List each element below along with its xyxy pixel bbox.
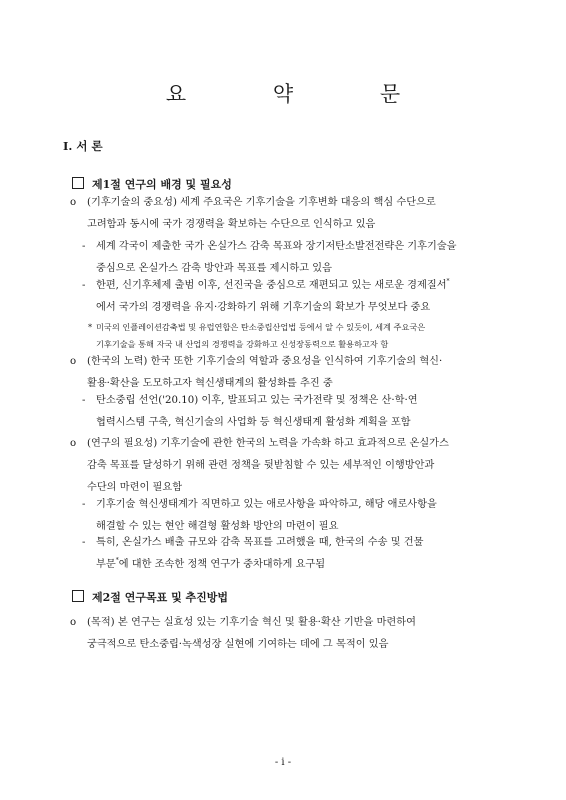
subsection-title-2: 제2절 연구목표 및 추진방법 [92,591,229,604]
note-line: 미국의 인플레이션감축법 및 유럽연합은 탄소중립산업법 등에서 알 수 있듯이, 세계 주요국은 [96,322,426,332]
bullet-dash: - [82,395,86,406]
bullet-circle: o [70,356,77,367]
note-line: 기후기술을 통해 자국 내 산업의 경쟁력을 강화하고 신성장동력으로 활용하고자 함 [96,339,389,349]
subpoint-new-economic-order [82,275,450,319]
paragraph-research-need [70,433,449,499]
text-line: 해결할 수 있는 현안 해결형 활성화 방안의 마련이 필요 [96,521,339,532]
text-line: 활용·확산을 도모하고자 혁신생태계의 활성화를 추진 중 [87,378,333,389]
section-heading: I. 서 론 [63,139,103,153]
bullet-dash: - [82,241,86,252]
text-line: 기후기술 혁신생태계가 직면하고 있는 애로사항을 파악하고, 해당 애로사항을 [96,499,437,510]
text-line: 고려함과 동시에 국가 경쟁력을 확보하는 수단으로 인식하고 있음 [87,219,376,230]
subpoint-transport-buildings [82,532,424,576]
text-line: 중심으로 온실가스 감축 방안과 목표를 제시하고 있음 [96,263,332,274]
text-fragment: 에 대한 조속한 정책 연구가 중차대하게 요구됨 [118,559,326,570]
footnote [88,319,426,353]
subpoint-carbon-neutral [82,390,418,434]
page-number: - i - [274,757,292,768]
bullet-dash: - [82,280,86,291]
subsection-title-1: 제1절 연구의 배경 및 필요성 [92,178,232,191]
paragraph-korea-efforts [70,351,443,395]
text-line: 에서 국가의 경쟁력을 유지·강화하기 위해 기후기술의 확보가 무엇보다 중요 [96,302,431,313]
bullet-circle: o [70,617,77,628]
footnote-marker: * [446,278,450,285]
page-title: 요 약 문 [165,82,441,106]
subpoint-national-targets [82,236,457,280]
text-line: 감축 목표를 달성하기 위해 관련 정책을 뒷받침할 수 있는 세부적인 이행방안과 [87,460,435,471]
bullet-dash: - [82,499,86,510]
text-line: 세계 각국이 제출한 국가 온실가스 감축 목표와 장기저탄소발전전략은 기후기술을 [96,241,457,252]
note-marker: * [88,322,93,332]
subsection-heading-1 [72,176,232,192]
checkbox-square-icon [72,177,84,189]
text-line: (기후기술의 중요성) 세계 주요국은 기후기술을 기후변화 대응의 핵심 수단으로 [87,197,436,208]
bullet-circle: o [70,438,77,449]
text-line: (한국의 노력) 한국 또한 기후기술의 역할과 중요성을 인식하여 기후기술의 혁신· [87,356,443,367]
text-line: 궁극적으로 탄소중립·녹색성장 실현에 기여하는 데에 그 목적이 있음 [87,639,389,650]
subsection-heading-2 [72,589,228,605]
paragraph-objective [70,612,416,656]
paragraph-importance [70,192,436,236]
text-line: 수단의 마련이 필요함 [87,482,183,493]
bullet-dash: - [82,537,86,548]
bullet-circle: o [70,197,77,208]
text-line: (목적) 본 연구는 실효성 있는 기후기술 혁신 및 활용·확산 기반을 마련하여 [87,617,416,628]
text-line: 한편, 신기후체제 출범 이후, 선진국을 중심으로 재편되고 있는 새로운 경제질서 [96,280,447,291]
text-fragment: 부문 [96,559,116,570]
text-line: (연구의 필요성) 기후기술에 관한 한국의 노력을 가속화 하고 효과적으로 온실가스 [87,438,449,449]
footnote-marker: * [115,557,119,564]
checkbox-square-icon [72,590,84,602]
text-line: 탄소중립 선언('20.10) 이후, 발표되고 있는 국가전략 및 정책은 산·학·연 [96,395,418,406]
text-line: 특히, 온실가스 배출 규모와 감축 목표를 고려했을 때, 한국의 수송 및 건물 [96,537,424,548]
text-line: 협력시스템 구축, 혁신기술의 사업화 등 혁신생태계 활성화 계획을 포함 [96,417,411,428]
